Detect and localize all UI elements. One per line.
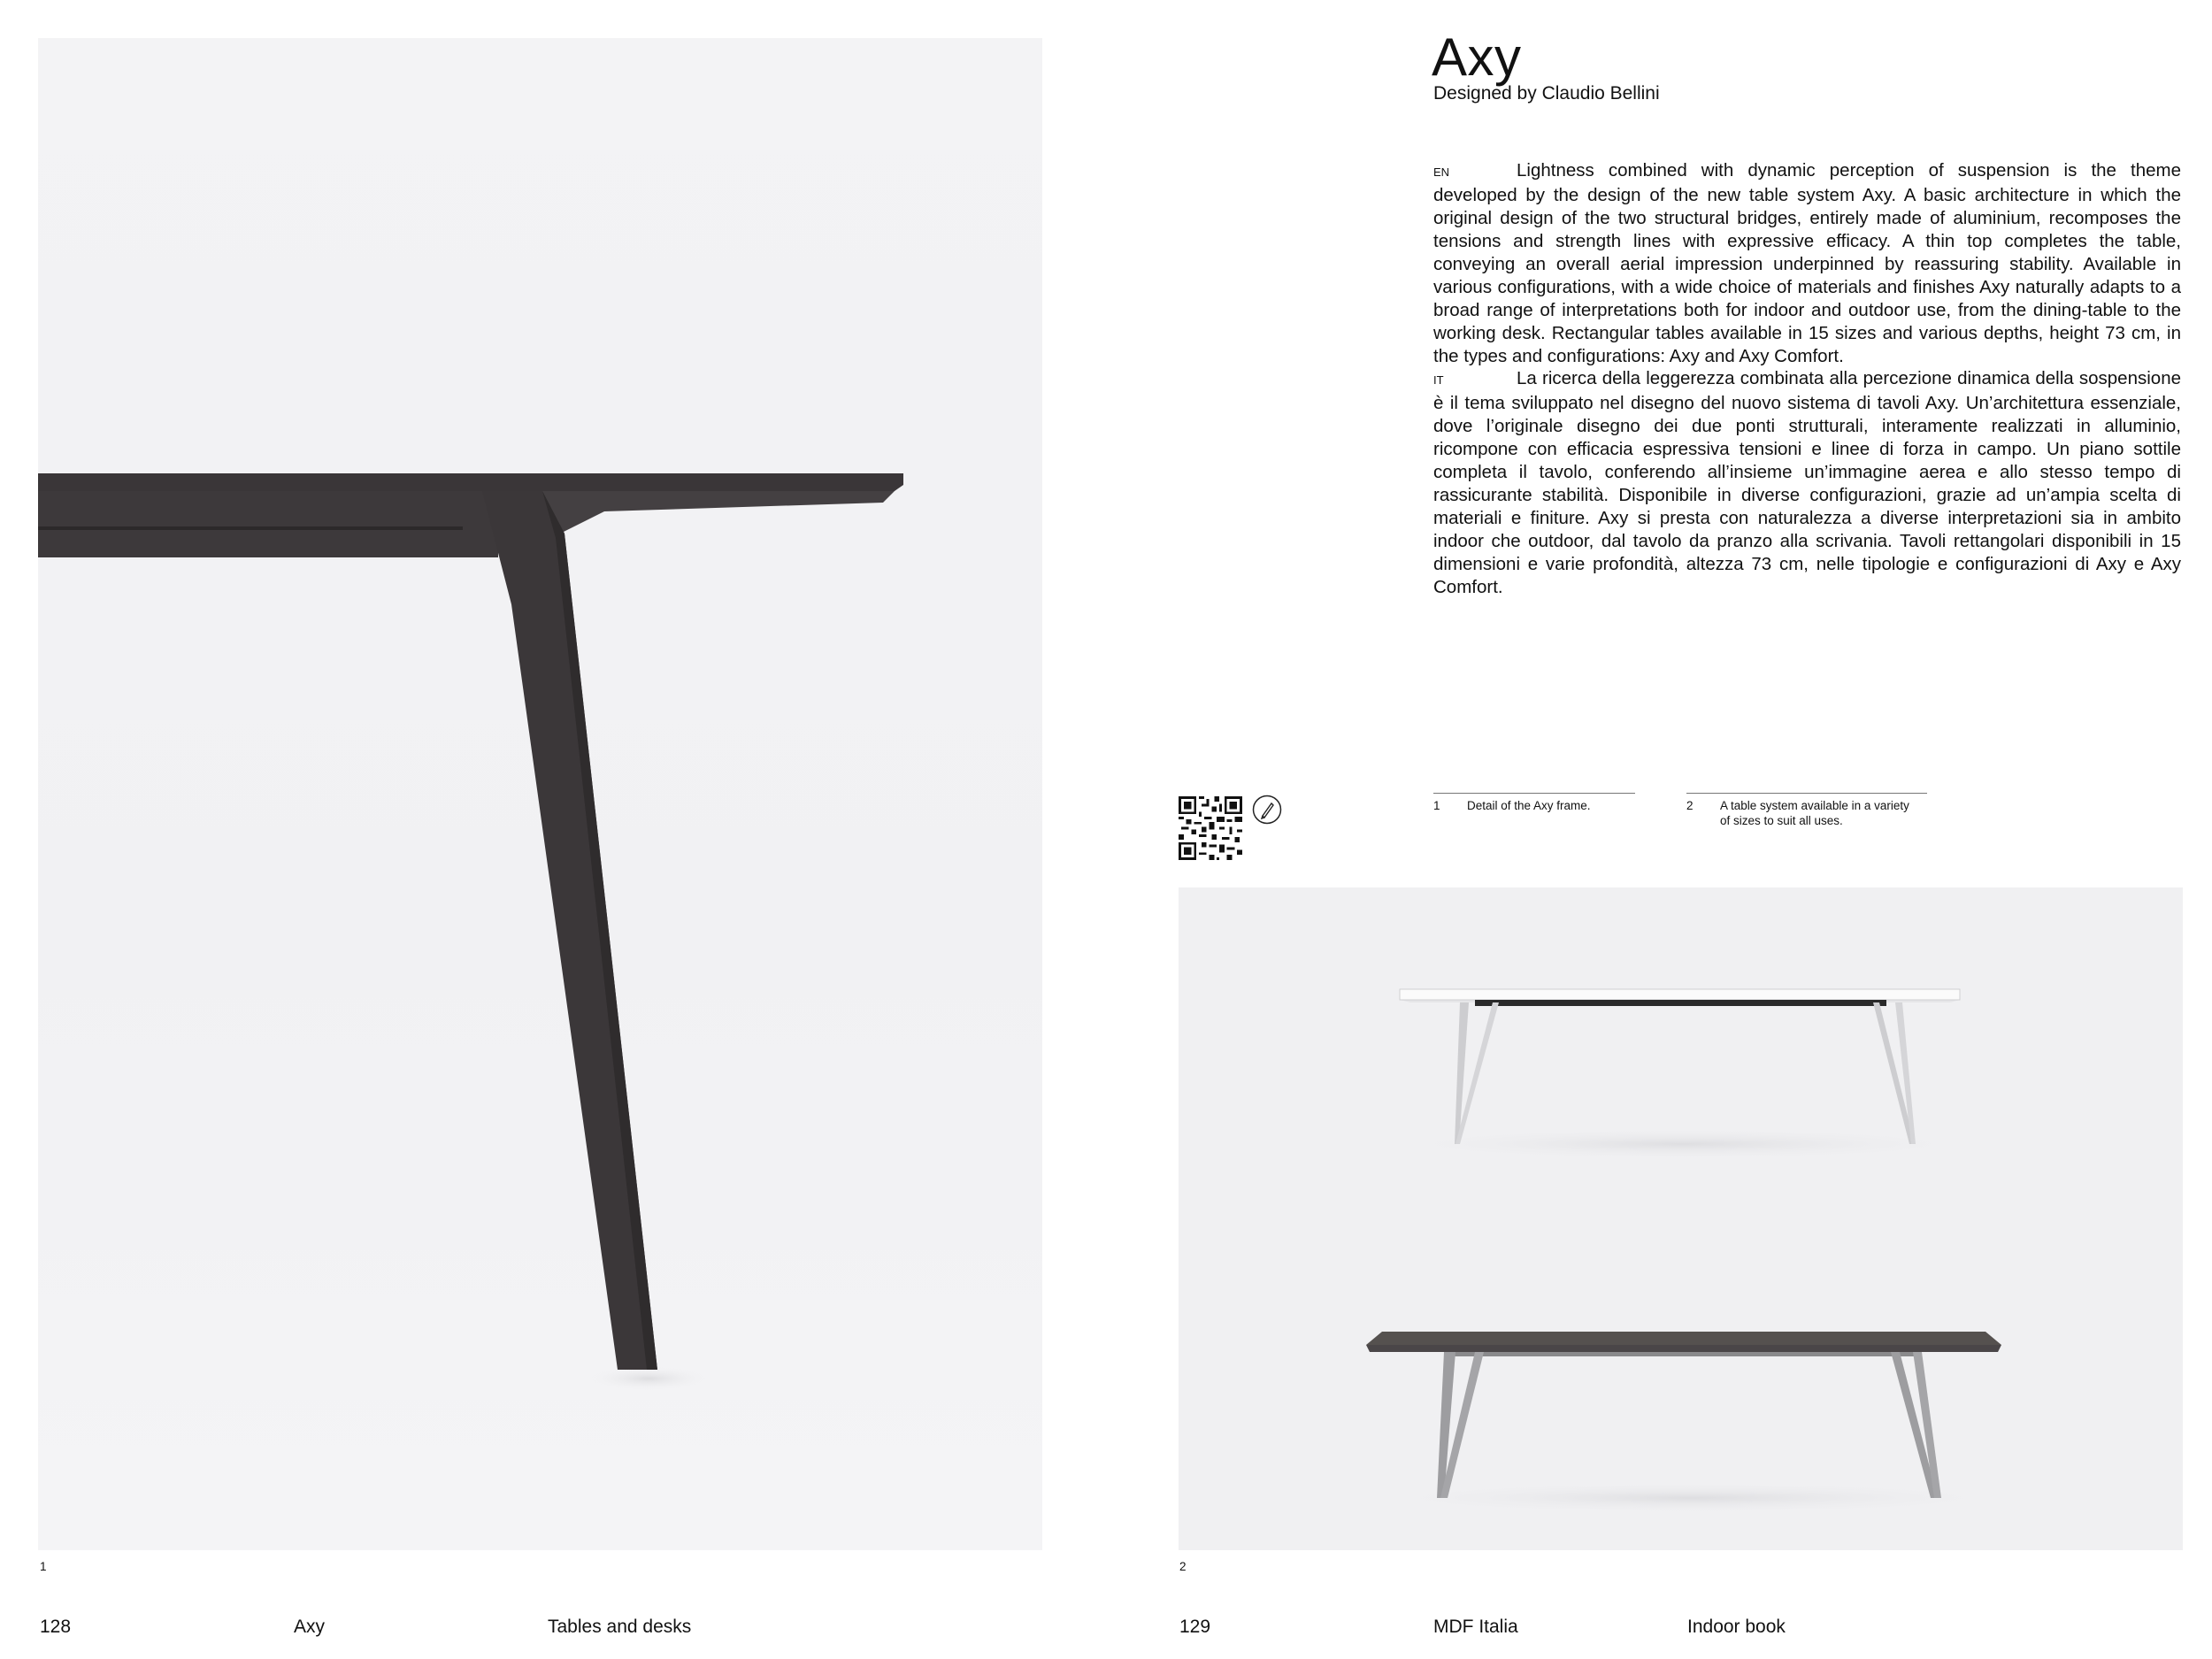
description-en xyxy=(1433,159,2181,368)
caption-1 xyxy=(1433,793,1635,833)
footer-section: Tables and desks xyxy=(548,1617,692,1637)
photo-axy-frame-detail xyxy=(38,38,1042,1550)
caption-number: 1 xyxy=(1433,799,1440,812)
language-tag-it: IT xyxy=(1433,373,1444,387)
description-it xyxy=(1433,367,2181,599)
qr-code-icon[interactable] xyxy=(1179,796,1242,860)
footer-product: Axy xyxy=(294,1617,326,1637)
photo-number-1: 1 xyxy=(40,1560,47,1573)
caption-2 xyxy=(1686,793,1927,833)
description-en-text: Lightness combined with dynamic perception of suspension is the theme developed by the design of the new table system Axy. A basic architecture in which the original design of the two structural bridges, entirely made of aluminium, recomposes the tensions and strength lines with expressive efficacy. A thin top completes the table, conveying an overall aerial impression underpinned by reassuring stability. Available in various configurations, with a wide choice of materials and finishes Axy naturally adapts to a broad range of interpretations both for indoor and outdoor use, from the dining-table to the working desk. Rectangular tables available in 15 sizes and various depths, height 73 cm, in the types and configurations: Axy and Axy Comfort. xyxy=(1433,160,2181,366)
page-number-left: 128 xyxy=(40,1617,72,1637)
ar-icon[interactable] xyxy=(1252,795,1282,825)
photo-number-2: 2 xyxy=(1179,1560,1187,1573)
footer-book: Indoor book xyxy=(1687,1617,1786,1637)
footer-brand: MDF Italia xyxy=(1433,1617,1518,1637)
description-it-text: La ricerca della leggerezza combinata alla percezione dinamica della sospensione è il tema sviluppato nel disegno del nuovo sistema di tavoli Axy. Un’architettura essenziale, dove l’originale disegno dei due ponti strutturali, interamente realizzati in alluminio, ricompone con efficacia espressiva tensioni e linee di forza in campo. Un piano sottile completa il tavolo, conferendo all’insieme un’immagine aerea e allo stesso tempo di rassicurante stabilità. Disponibile in diverse configurazioni, grazie ad un’ampia scelta di materiali e finiture. Axy si presta con naturalezza a diverse interpretazioni sia in ambito indoor che outdoor, dal tavolo da pranzo alla scrivania. Tavoli rettangolari disponibili in 15 dimensioni e varie profondità, altezza 73 cm, nelle tipologie e configurazioni di Axy e Axy Comfort. xyxy=(1433,368,2181,597)
page-number-right: 129 xyxy=(1179,1617,1211,1637)
caption-number: 2 xyxy=(1686,799,1694,812)
caption-text: Detail of the Axy frame. xyxy=(1467,799,1591,812)
language-tag-en: EN xyxy=(1433,165,1450,179)
product-title: Axy xyxy=(1432,27,1522,87)
photo-axy-tables xyxy=(1179,887,2183,1550)
caption-text: A table system available in a variety of sizes to suit all uses. xyxy=(1720,799,1909,827)
designer-credit: Designed by Claudio Bellini xyxy=(1433,83,1660,104)
